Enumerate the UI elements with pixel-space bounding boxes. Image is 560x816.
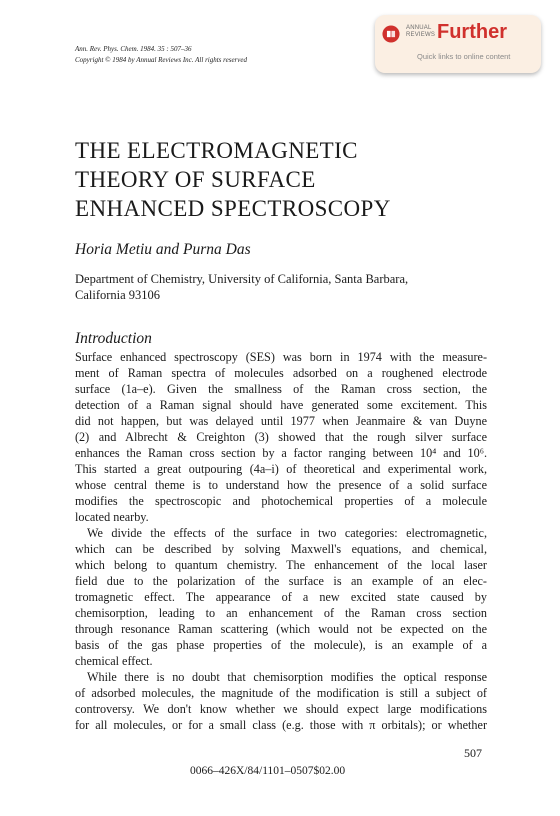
body-line: did not happen, but was delayed until 1977 when Jeanmaire & van Duyne xyxy=(75,414,487,428)
annual-reviews-wordmark xyxy=(406,25,435,39)
annual-reviews-logo-icon xyxy=(382,25,400,43)
body-line: of adsorbed molecules, the magnitude of the modification is still a subject of xyxy=(75,686,487,700)
annual-word: ANNUAL xyxy=(406,25,432,31)
body-line: detection of a Raman signal should have generated some excitement. This xyxy=(75,398,487,412)
introduction-body xyxy=(75,349,487,733)
body-line: (2) and Albrecht & Creighton (3) showed that the rough silver surface xyxy=(75,430,487,444)
body-line: basis of the gas phase properties of the molecule), is an example of a xyxy=(75,638,487,652)
body-line: whose central theme is to understand how the presence of a solid surface xyxy=(75,478,487,492)
article-authors: Horia Metiu and Purna Das xyxy=(75,241,251,258)
body-line: located nearby. xyxy=(75,510,149,524)
body-line: surface (1a–e). Given the smallness of the Raman cross section, the xyxy=(75,382,487,396)
body-line: for all molecules, or for a small class (e.g. those with π orbitals); or whether xyxy=(75,718,487,732)
body-line: chemisorption, leading to an enhancement of the Raman cross section xyxy=(75,606,487,620)
body-line: This started a great outpouring (4a–i) of theoretical and experimental work, xyxy=(75,462,487,476)
article-price-code: 0066–426X/84/1101–0507$02.00 xyxy=(190,765,346,777)
affiliation-line: California 93106 xyxy=(75,288,161,302)
body-line: Surface enhanced spectroscopy (SES) was born in 1974 with the measure- xyxy=(75,350,487,364)
further-subtitle: Quick links to online content xyxy=(417,52,511,61)
reviews-word: REVIEWS xyxy=(406,32,436,38)
body-line: tromagnetic effect. The appearance of a new excited state caused by xyxy=(75,590,487,604)
author-affiliation xyxy=(75,271,408,303)
body-line: field due to the polarization of the surface is an example of an elec- xyxy=(75,574,487,588)
journal-citation xyxy=(75,44,247,66)
body-line: enhances the Raman cross section by a factor ranging between 10⁴ and 10⁶. xyxy=(75,446,487,460)
body-line: We divide the effects of the surface in two categories: electromagnetic, xyxy=(87,526,487,540)
body-line: which belong to quantum chemistry. The enhancement of the local laser xyxy=(75,558,487,572)
body-line: ment of Raman spectra of molecules adsorbed on a roughened electrode xyxy=(75,366,487,380)
article-title xyxy=(75,136,391,223)
copyright-notice: Copyright © 1984 by Annual Reviews Inc. All rights reserved xyxy=(75,56,247,64)
body-line: through resonance Raman scattering (which would not be expected on the xyxy=(75,622,487,636)
affiliation-line: Department of Chemistry, University of California, Santa Barbara, xyxy=(75,272,409,286)
further-online-content-link[interactable] xyxy=(375,15,541,73)
body-line: chemical effect. xyxy=(75,654,153,668)
page-number: 507 xyxy=(464,746,482,760)
journal-reference: Ann. Rev. Phys. Chem. 1984. 35 : 507–36 xyxy=(75,45,192,53)
title-line: THEORY OF SURFACE xyxy=(75,167,316,192)
further-label: Further xyxy=(437,21,507,43)
title-line: ENHANCED SPECTROSCOPY xyxy=(75,196,391,221)
body-line: controversy. We don't know whether we should expect large modifications xyxy=(75,702,487,716)
title-line: THE ELECTROMAGNETIC xyxy=(75,138,358,163)
body-line: which can be described by solving Maxwell's equations, and chemical, xyxy=(75,542,487,556)
section-heading-introduction: Introduction xyxy=(75,330,152,347)
body-line: modifies the spectroscopic and photochemical properties of a molecule xyxy=(75,494,487,508)
body-line: While there is no doubt that chemisorption modifies the optical response xyxy=(87,670,487,684)
